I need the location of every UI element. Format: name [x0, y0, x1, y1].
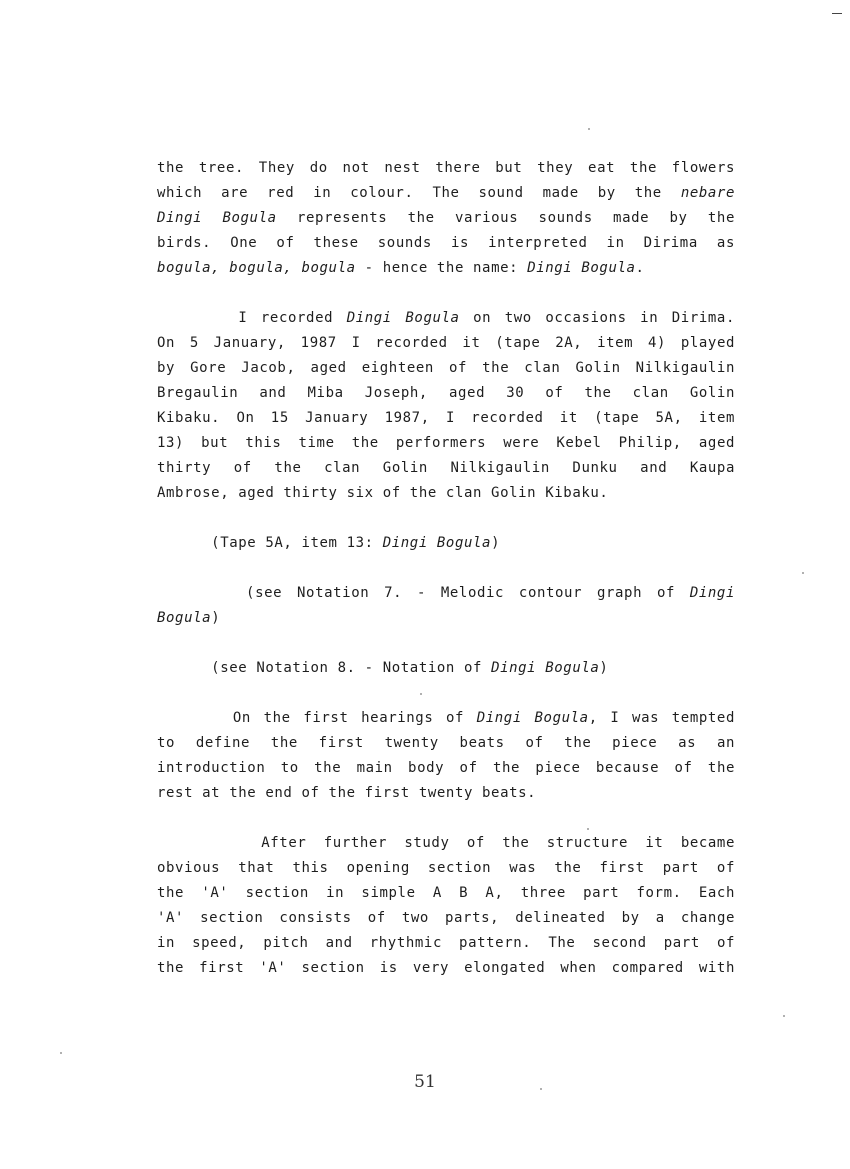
text-line: [157, 456, 735, 481]
italic-run: Dingi Bogula: [527, 260, 636, 276]
text-run: the tree. They do not nest there but they eat the flowers: [157, 160, 735, 176]
text-run: the first 'A' section is very elongated when compared with: [157, 960, 735, 976]
italic-run: Dingi Bogula: [346, 310, 460, 326]
text-line: [157, 581, 735, 606]
text-run: the 'A' section in simple A B A, three part form. Each: [157, 885, 735, 901]
italic-run: bogula, bogula, bogula: [157, 260, 356, 276]
italic-run: nebare: [680, 185, 735, 201]
scan-speck: [420, 693, 422, 695]
text-run: by Gore Jacob, aged eighteen of the clan Golin Nilkigaulin: [157, 360, 735, 376]
text-line: [157, 881, 735, 906]
text-line: [157, 206, 735, 231]
text-run: (Tape 5A, item 13:: [157, 535, 383, 551]
text-line: [157, 606, 735, 631]
text-run: I recorded: [157, 310, 347, 326]
text-line: [157, 856, 735, 881]
text-run: on two occasions in Dirima.: [459, 310, 735, 326]
text-run: which are red in colour. The sound made by the: [157, 185, 681, 201]
scan-mark: [832, 13, 842, 14]
text-line: [157, 906, 735, 931]
text-line: [157, 156, 735, 181]
italic-run: Dingi: [689, 585, 735, 601]
text-run: After further study of the structure it became: [157, 835, 735, 851]
text-run: ): [599, 660, 609, 676]
text-run: ): [491, 535, 501, 551]
text-run: (see Notation 7. - Melodic contour graph of: [157, 585, 690, 601]
text-run: birds. One of these sounds is interpreted in Dirima as: [157, 235, 735, 251]
text-line: [157, 831, 735, 856]
text-run: 'A' section consists of two parts, delineated by a change: [157, 910, 735, 926]
text-line: [157, 481, 735, 506]
text-run: On the first hearings of: [157, 710, 477, 726]
text-line: [157, 331, 735, 356]
text-run: , I was tempted: [588, 710, 735, 726]
text-line: [157, 181, 735, 206]
text-line: [157, 356, 735, 381]
text-run: - hence the name:: [355, 260, 528, 276]
scan-speck: [783, 1015, 785, 1017]
text-run: in speed, pitch and rhythmic pattern. The second part of: [157, 935, 735, 951]
text-run: ): [211, 610, 221, 626]
text-line: [157, 531, 735, 556]
text-line: [157, 756, 735, 781]
scan-speck: [60, 1052, 62, 1054]
italic-run: Dingi Bogula: [476, 710, 589, 726]
italic-run: Bogula: [157, 610, 212, 626]
scan-speck: [587, 828, 589, 830]
scan-speck: [588, 128, 590, 130]
text-run: rest at the end of the first twenty beats.: [157, 785, 537, 801]
italic-run: Dingi Bogula: [382, 535, 492, 551]
text-line: [157, 406, 735, 431]
text-line: [157, 306, 735, 331]
text-run: represents the various sounds made by the: [276, 210, 735, 226]
text-run: introduction to the main body of the piece because of the: [157, 760, 735, 776]
text-line: [157, 956, 735, 981]
text-run: obvious that this opening section was the first part of: [157, 860, 735, 876]
text-line: [157, 381, 735, 406]
text-run: (see Notation 8. - Notation of: [157, 660, 492, 676]
scan-speck: [802, 572, 804, 574]
text-run: On 5 January, 1987 I recorded it (tape 2A, item 4) played: [157, 335, 735, 351]
text-line: [157, 781, 735, 806]
text-line: [157, 431, 735, 456]
italic-run: Dingi Bogula: [491, 660, 600, 676]
text-line: [157, 706, 735, 731]
text-run: 13) but this time the performers were Kebel Philip, aged: [157, 435, 735, 451]
text-line: [157, 731, 735, 756]
text-run: thirty of the clan Golin Nilkigaulin Dunku and Kaupa: [157, 460, 735, 476]
text-line: [157, 256, 735, 281]
text-run: Kibaku. On 15 January 1987, I recorded it (tape 5A, item: [157, 410, 735, 426]
text-line: [157, 656, 735, 681]
italic-run: Dingi Bogula: [157, 210, 277, 226]
text-run: Bregaulin and Miba Joseph, aged 30 of the clan Golin: [157, 385, 735, 401]
text-run: .: [635, 260, 645, 276]
text-run: Ambrose, aged thirty six of the clan Golin Kibaku.: [157, 485, 609, 501]
text-line: [157, 931, 735, 956]
text-run: to define the first twenty beats of the piece as an: [157, 735, 735, 751]
page-number: 51: [414, 1072, 436, 1092]
text-line: [157, 231, 735, 256]
